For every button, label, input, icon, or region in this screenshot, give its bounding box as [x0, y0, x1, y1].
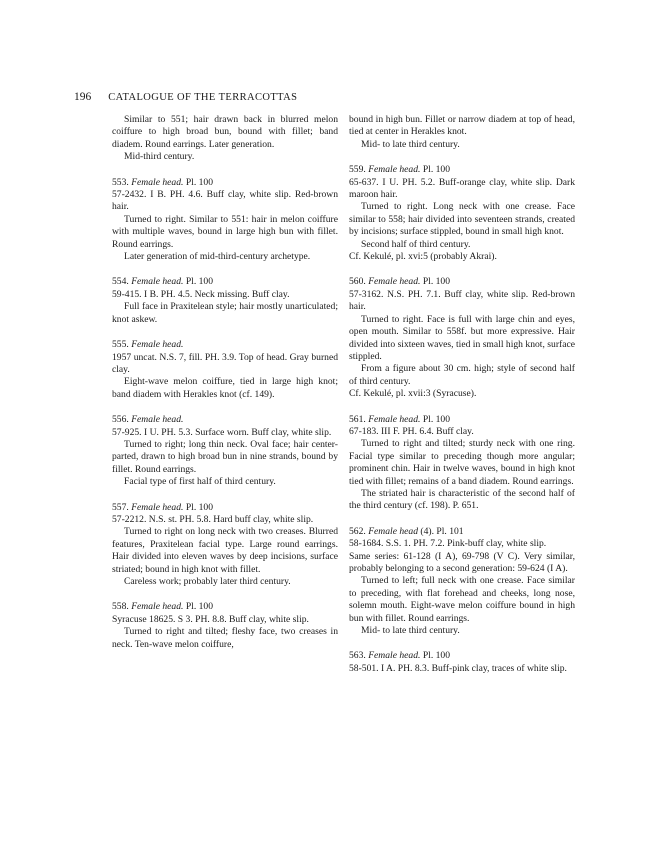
entry-plate: Pl. 100	[422, 650, 451, 662]
entry-number: 556.	[112, 414, 132, 426]
entry-name: Female head.	[131, 601, 184, 613]
entry-name: Female head.	[368, 164, 421, 176]
entry-heading	[349, 164, 575, 176]
entry-name: Female head.	[368, 413, 421, 425]
running-header	[74, 91, 297, 103]
entry-paragraph: 59-415. I B. PH. 4.5. Neck missing. Buff clay.	[112, 288, 290, 300]
running-title: CATALOGUE OF THE TERRACOTTAS	[108, 92, 298, 103]
entry-number: 557.	[112, 501, 132, 513]
entry-plate: Pl. 100	[185, 276, 214, 288]
entry-paragraph: Second half of third century.	[361, 238, 471, 250]
entry-number: 558.	[112, 601, 132, 613]
entry-paragraph: Mid- to late third century.	[361, 625, 460, 637]
entry-heading	[112, 339, 338, 351]
entry-paragraph: Syracuse 18625. S 3. PH. 8.8. Buff clay, white slip.	[112, 613, 309, 625]
entry-heading	[112, 414, 338, 426]
catalogue-entry	[112, 276, 338, 326]
entry-heading	[112, 177, 338, 189]
entry-heading	[349, 526, 575, 538]
entry-heading	[112, 276, 338, 288]
entry-paragraph: From a figure about 30 cm. high; style of second half of third century.	[349, 363, 575, 387]
left-column	[112, 114, 338, 664]
entry-name: Female head.	[131, 176, 184, 188]
entry-paragraph: Turned to right and tilted; sturdy neck with one ring. Facial type similar to preceding though more angular; prominent chin. Hair in twelve waves, bound in high knot tied with fillet; remains of a band diadem. Round earrings.	[349, 438, 575, 487]
entry-paragraph: Full face in Praxitelean style; hair mostly unarticulated; knot askew.	[112, 301, 338, 325]
page-number: 196	[74, 91, 92, 103]
entry-paragraph: Turned to left; full neck with one crease. Face similar to preceding, with flat forehead and cheeks, long nose, solemn mouth. Eight-wave melon coiffure bound in high bun with fillet. Round earrings.	[349, 575, 575, 624]
catalogue-entry	[112, 601, 338, 651]
entry-plate: Pl. 100	[422, 164, 451, 176]
catalogue-entry	[112, 114, 338, 164]
entry-name: Female head.	[368, 276, 421, 288]
entry-paragraph: Later generation of mid-third-century archetype.	[124, 251, 311, 263]
entry-paragraph: Turned to right and tilted; fleshy face, two creases in neck. Ten-wave melon coiffure,	[112, 626, 338, 650]
entry-number: 563.	[349, 650, 369, 662]
entry-name: Female head.	[131, 501, 184, 513]
entry-paragraph: Same series: 61-128 (I A), 69-798 (V C). Very similar, probably belonging to a second generation: 59-624 (I A).	[349, 550, 575, 574]
entry-name: Female head.	[368, 650, 421, 662]
entry-paragraph: Turned to right on long neck with two creases. Blurred features, Praxitelean facial type. Large round earrings. Hair divided into eleven waves by deep incisions, surface striated; bound in high knot with fillet.	[112, 526, 338, 575]
catalogue-entry	[349, 164, 575, 263]
entry-paragraph: Turned to right. Similar to 551: hair in melon coiffure with multiple waves, bound in large high bun with fillet. Round earrings.	[112, 213, 338, 250]
entry-heading	[349, 650, 575, 662]
catalogue-entry	[349, 414, 575, 513]
entry-paragraph: Turned to right. Long neck with one crease. Face similar to 558; hair divided into seventeen strands, created by incisions; surface stippled, bound in small high knot.	[349, 201, 575, 238]
entry-suffix: (4).	[418, 525, 434, 537]
entry-number: 553.	[112, 176, 132, 188]
catalogue-entry	[349, 114, 575, 151]
entry-paragraph: Facial type of first half of third century.	[124, 476, 276, 488]
entry-paragraph: 65-637. I U. PH. 5.2. Buff-orange clay, white slip. Dark maroon hair.	[349, 176, 575, 201]
entry-plate: Pl. 100	[185, 601, 214, 613]
catalogue-entry	[112, 177, 338, 264]
entry-paragraph: 58-501. I A. PH. 8.3. Buff-pink clay, traces of white slip.	[349, 662, 567, 674]
entry-paragraph: bound in high bun. Fillet or narrow diadem at top of head, tied at center in Herakles knot.	[349, 114, 575, 138]
entry-paragraph: 58-1684. S.S. 1. PH. 7.2. Pink-buff clay, white slip.	[349, 538, 547, 550]
entry-paragraph: Turned to right; long thin neck. Oval face; hair center-parted, drawn to high broad bun in nine strands, bound by fillet. Round earrings.	[112, 438, 338, 475]
entry-plate: Pl. 100	[185, 501, 214, 513]
entry-paragraph: 57-925. I U. PH. 5.3. Surface worn. Buff clay, white slip.	[112, 426, 332, 438]
catalogue-entry	[112, 414, 338, 488]
entry-heading	[112, 502, 338, 514]
entry-paragraph: Mid- to late third century.	[361, 138, 460, 150]
entry-name: Female head	[368, 525, 419, 537]
catalogue-entry	[112, 339, 338, 401]
entry-paragraph: The striated hair is characteristic of the second half of the third century (cf. 198). P. 651.	[349, 487, 575, 512]
entry-paragraph: 1957 uncat. N.S. 7, fill. PH. 3.9. Top of head. Gray burned clay.	[112, 351, 338, 375]
entry-name: Female head.	[131, 414, 184, 426]
catalogue-entry	[112, 502, 338, 589]
entry-name: Female head.	[131, 339, 184, 351]
entry-paragraph: Careless work; probably later third century.	[124, 576, 291, 587]
catalogue-entry	[349, 276, 575, 400]
entry-heading	[112, 601, 338, 613]
entry-plate: Pl. 100	[422, 276, 451, 288]
catalogue-entry	[349, 526, 575, 638]
entry-paragraph: Cf. Kekulé, pl. xvii:3 (Syracuse).	[349, 388, 477, 400]
entry-paragraph: 67-183. III F. PH. 6.4. Buff clay.	[349, 425, 474, 437]
entry-paragraph: 57-2432. I B. PH. 4.6. Buff clay, white slip. Red-brown hair.	[112, 189, 338, 213]
entry-paragraph: Cf. Kekulé, pl. xvi:5 (probably Akrai).	[349, 251, 497, 263]
entry-plate: Pl. 101	[436, 525, 464, 537]
entry-number: 560.	[349, 276, 369, 288]
entry-heading	[349, 414, 575, 426]
entry-paragraph: Mid-third century.	[124, 151, 195, 163]
entry-number: 555.	[112, 339, 132, 351]
entry-number: 554.	[112, 276, 132, 288]
entry-plate: Pl. 100	[185, 176, 214, 188]
entry-paragraph: 57-3162. N.S. PH. 7.1. Buff clay, white slip. Red-brown hair.	[349, 288, 575, 313]
entry-paragraph: 57-2212. N.S. st. PH. 5.8. Hard buff clay, white slip.	[112, 513, 314, 525]
entry-paragraph: Turned to right. Face is full with large chin and eyes, open mouth. Similar to 558f. but more expressive. Hair divided into sixteen waves, tied in small high knot, surface stippled.	[349, 313, 575, 362]
entry-number: 561.	[349, 413, 369, 425]
entry-name: Female head.	[131, 276, 184, 288]
entry-number: 562.	[349, 525, 369, 537]
catalogue-entry	[349, 650, 575, 675]
entry-heading	[349, 276, 575, 288]
right-column	[349, 114, 575, 688]
entry-plate: Pl. 100	[422, 413, 451, 425]
entry-number: 559.	[349, 164, 369, 176]
entry-paragraph: Similar to 551; hair drawn back in blurred melon coiffure to high broad bun, bound with fillet; band diadem. Round earrings. Later generation.	[112, 114, 338, 150]
entry-paragraph: Eight-wave melon coiffure, tied in large high knot; band diadem with Herakles knot (cf. 149).	[112, 376, 338, 400]
